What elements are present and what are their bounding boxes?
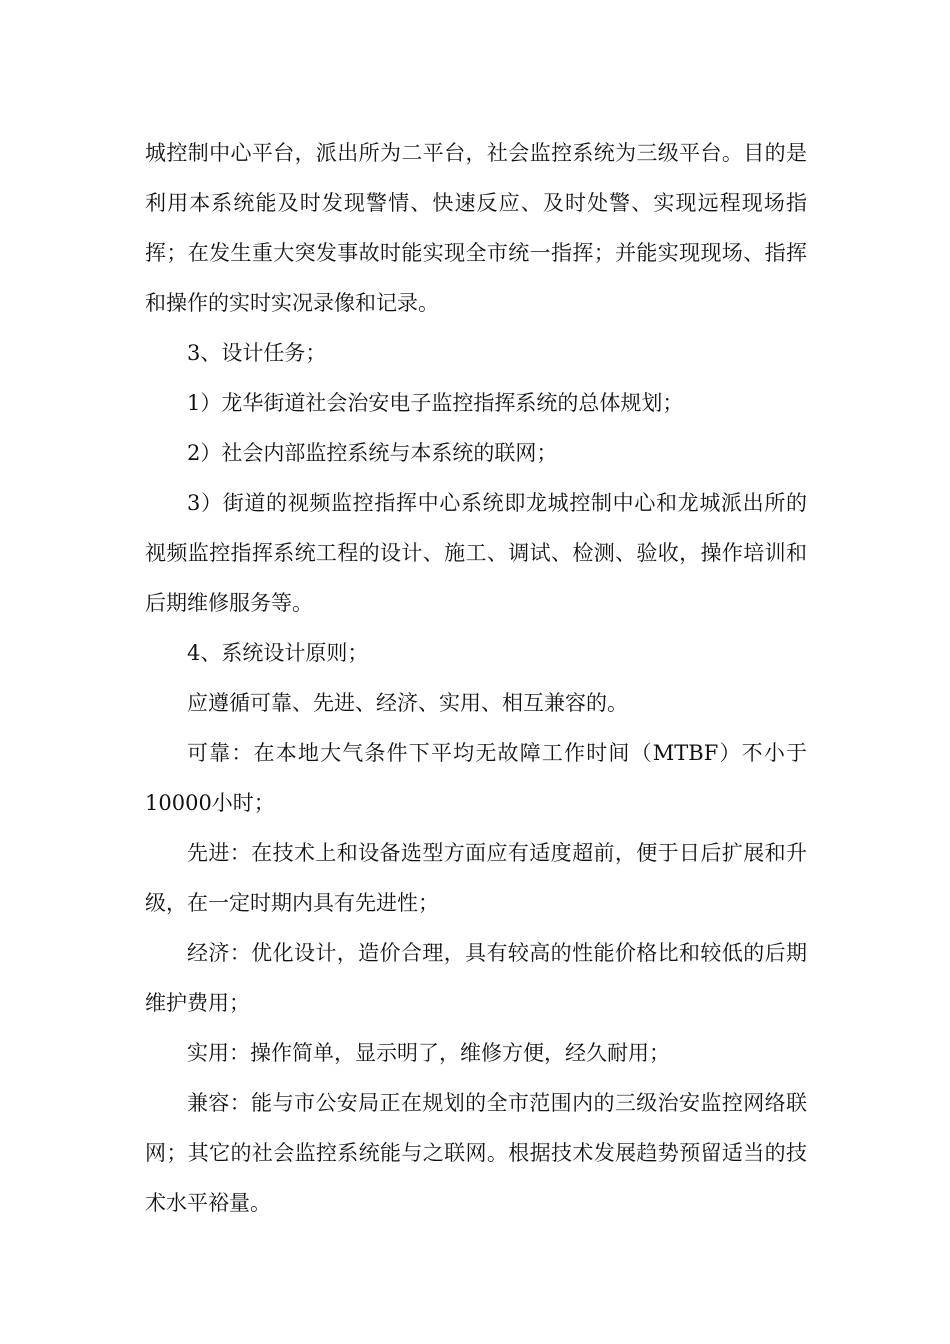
principle-economical: 经济：优化设计，造价合理，具有较高的性能价格比和较低的后期维护费用； [145,941,807,1015]
principle-practical: 实用：操作简单，显示明了，维修方便，经久耐用； [187,1041,670,1065]
task-item-3: 3）街道的视频监控指挥中心系统即龙城控制中心和龙城派出所的视频监控指挥系统工程的设计、施工、调试、检测、验收，操作培训和后期维修服务等。 [145,491,807,615]
task-item-1: 1）龙华街道社会治安电子监控指挥系统的总体规划； [187,391,684,415]
principle-reliable: 可靠：在本地大气条件下平均无故障工作时间（MTBF）不小于10000小时； [145,741,807,815]
principles-intro: 应遵循可靠、先进、经济、实用、相互兼容的。 [187,691,628,715]
document-body [145,128,807,1228]
section-heading-design-principles: 4、系统设计原则； [187,641,369,665]
task-item-2: 2）社会内部监控系统与本系统的联网； [187,441,558,465]
principle-compatible: 兼容：能与市公安局正在规划的全市范围内的三级治安监控网络联网；其它的社会监控系统能与之联网。根据技术发展趋势预留适当的技术水平裕量。 [145,1091,807,1215]
principle-advanced: 先进：在技术上和设备选型方面应有适度超前，便于日后扩展和升级，在一定时期内具有先进性； [145,841,807,915]
section-heading-design-tasks: 3、设计任务； [187,341,327,365]
paragraph-continuation: 城控制中心平台，派出所为二平台，社会监控系统为三级平台。目的是利用本系统能及时发现警情、快速反应、及时处警、实现远程现场指挥；在发生重大突发事故时能实现全市统一指挥；并能实现现场、指挥和操作的实时实况录像和记录。 [145,141,807,315]
